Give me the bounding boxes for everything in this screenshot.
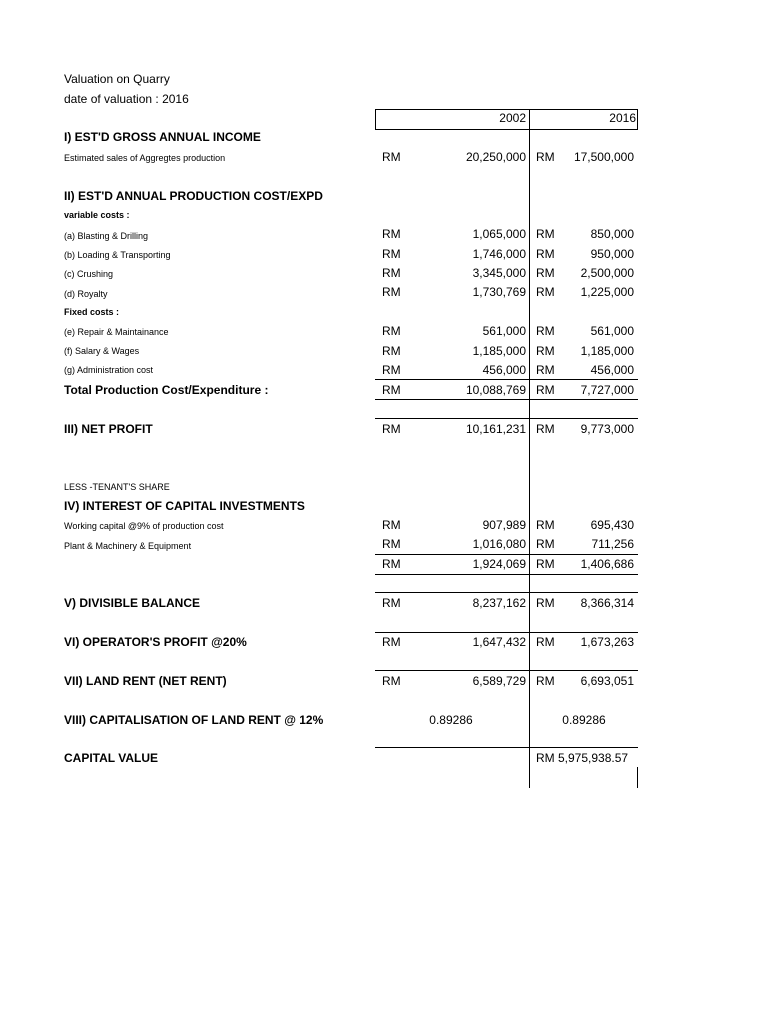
income-2002: 20,250,000 [465, 150, 526, 164]
currency-label: RM [382, 344, 401, 358]
total-production-2002: 10,088,769 [465, 383, 526, 397]
interest-rule [375, 574, 638, 575]
capitalisation-2016: 0.89286 [562, 713, 606, 727]
interest-total-2016: 1,406,686 [580, 557, 634, 571]
cost-2016: 850,000 [590, 227, 634, 241]
variable-costs-label: variable costs : [64, 210, 130, 220]
cost-2016: 1,225,000 [580, 285, 634, 299]
cost-label: (c) Crushing [64, 269, 114, 279]
capital-value-rule [375, 747, 638, 748]
interest-2016: 695,430 [590, 518, 634, 532]
currency-label: RM [536, 422, 555, 436]
divisible-rule [375, 592, 638, 593]
cost-2002: 3,345,000 [472, 266, 526, 280]
currency-label: RM [382, 635, 401, 649]
currency-label: RM [536, 150, 555, 164]
divisible-label: V) DIVISIBLE BALANCE [64, 596, 201, 610]
currency-label: RM [536, 344, 555, 358]
land-rent-label: VII) LAND RENT (NET RENT) [64, 674, 227, 688]
total-rule [375, 379, 638, 380]
cost-2002: 456,000 [482, 363, 526, 377]
currency-label: RM [536, 247, 555, 261]
fixed-costs-label: Fixed costs : [64, 307, 120, 317]
capital-value: RM 5,975,938.57 [536, 751, 629, 765]
land-rent-2016: 6,693,051 [580, 674, 634, 688]
interest-2002: 1,016,080 [472, 537, 526, 551]
currency-label: RM [536, 227, 555, 241]
cost-2002: 1,746,000 [472, 247, 526, 261]
cost-2002: 1,730,769 [472, 285, 526, 299]
currency-label: RM [382, 383, 401, 397]
capitalisation-label: VIII) CAPITALISATION OF LAND RENT @ 12% [64, 713, 324, 727]
interest-row-label: Working capital @9% of production cost [64, 521, 224, 531]
cost-label: (f) Salary & Wages [64, 346, 140, 356]
currency-label: RM [382, 518, 401, 532]
currency-label: RM [382, 557, 401, 571]
currency-label: RM [536, 266, 555, 280]
currency-label: RM [536, 596, 555, 610]
interest-2002: 907,989 [482, 518, 526, 532]
currency-label: RM [382, 422, 401, 436]
divisible-2016: 8,366,314 [580, 596, 634, 610]
cost-label: (g) Administration cost [64, 365, 154, 375]
currency-label: RM [536, 635, 555, 649]
total-production-2016: 7,727,000 [580, 383, 634, 397]
currency-label: RM [536, 363, 555, 377]
net-profit-rule [375, 418, 638, 419]
sheet-title: Valuation on Quarry [64, 72, 170, 86]
header-box-top [375, 109, 638, 110]
column-divider [529, 109, 530, 788]
interest-total-2002: 1,924,069 [472, 557, 526, 571]
cost-2016: 950,000 [590, 247, 634, 261]
capital-value-cursor-line [637, 767, 638, 788]
cost-label: (e) Repair & Maintainance [64, 327, 169, 337]
divisible-2002: 8,237,162 [472, 596, 526, 610]
production-heading: II) EST'D ANNUAL PRODUCTION COST/EXPD [64, 189, 323, 203]
column-header-2016: 2016 [609, 111, 636, 125]
cost-2002: 561,000 [482, 324, 526, 338]
interest-rule [375, 554, 638, 555]
currency-label: RM [382, 363, 401, 377]
tenant-share-label: LESS -TENANT'S SHARE [64, 482, 170, 492]
currency-label: RM [382, 266, 401, 280]
cost-2016: 561,000 [590, 324, 634, 338]
cost-2016: 2,500,000 [580, 266, 634, 280]
operator-profit-2016: 1,673,263 [580, 635, 634, 649]
currency-label: RM [382, 285, 401, 299]
cost-label: (a) Blasting & Drilling [64, 231, 149, 241]
operator-profit-label: VI) OPERATOR'S PROFIT @20% [64, 635, 247, 649]
operator-rule [375, 632, 638, 633]
currency-label: RM [536, 674, 555, 688]
valuation-date: date of valuation : 2016 [64, 92, 189, 106]
cost-label: (b) Loading & Transporting [64, 250, 171, 260]
interest-heading: IV) INTEREST OF CAPITAL INVESTMENTS [64, 499, 305, 513]
currency-label: RM [382, 324, 401, 338]
operator-profit-2002: 1,647,432 [472, 635, 526, 649]
currency-label: RM [382, 537, 401, 551]
land-rent-2002: 6,589,729 [472, 674, 526, 688]
income-heading: I) EST'D GROSS ANNUAL INCOME [64, 130, 261, 144]
cost-2002: 1,185,000 [472, 344, 526, 358]
net-profit-label: III) NET PROFIT [64, 422, 153, 436]
capitalisation-2002: 0.89286 [429, 713, 473, 727]
cost-label: (d) Royalty [64, 289, 108, 299]
currency-label: RM [382, 227, 401, 241]
cost-2016: 456,000 [590, 363, 634, 377]
net-profit-2016: 9,773,000 [580, 422, 634, 436]
currency-label: RM [536, 537, 555, 551]
total-production-label: Total Production Cost/Expenditure : [64, 383, 269, 397]
capital-value-label: CAPITAL VALUE [64, 751, 159, 765]
cost-2002: 1,065,000 [472, 227, 526, 241]
currency-label: RM [382, 150, 401, 164]
total-rule [375, 399, 638, 400]
currency-label: RM [536, 324, 555, 338]
header-box-right [637, 109, 638, 130]
currency-label: RM [536, 285, 555, 299]
header-box-bottom [375, 129, 638, 130]
header-box-left [375, 109, 376, 130]
income-2016: 17,500,000 [573, 150, 634, 164]
net-profit-2002: 10,161,231 [465, 422, 526, 436]
column-header-2002: 2002 [499, 111, 526, 125]
currency-label: RM [536, 557, 555, 571]
interest-row-label: Plant & Machinery & Equipment [64, 541, 192, 551]
currency-label: RM [382, 596, 401, 610]
currency-label: RM [536, 383, 555, 397]
income-label: Estimated sales of Aggregtes production [64, 153, 226, 163]
currency-label: RM [536, 518, 555, 532]
currency-label: RM [382, 247, 401, 261]
cost-2016: 1,185,000 [580, 344, 634, 358]
interest-2016: 711,256 [591, 537, 634, 551]
currency-label: RM [382, 674, 401, 688]
land-rent-rule [375, 670, 638, 671]
